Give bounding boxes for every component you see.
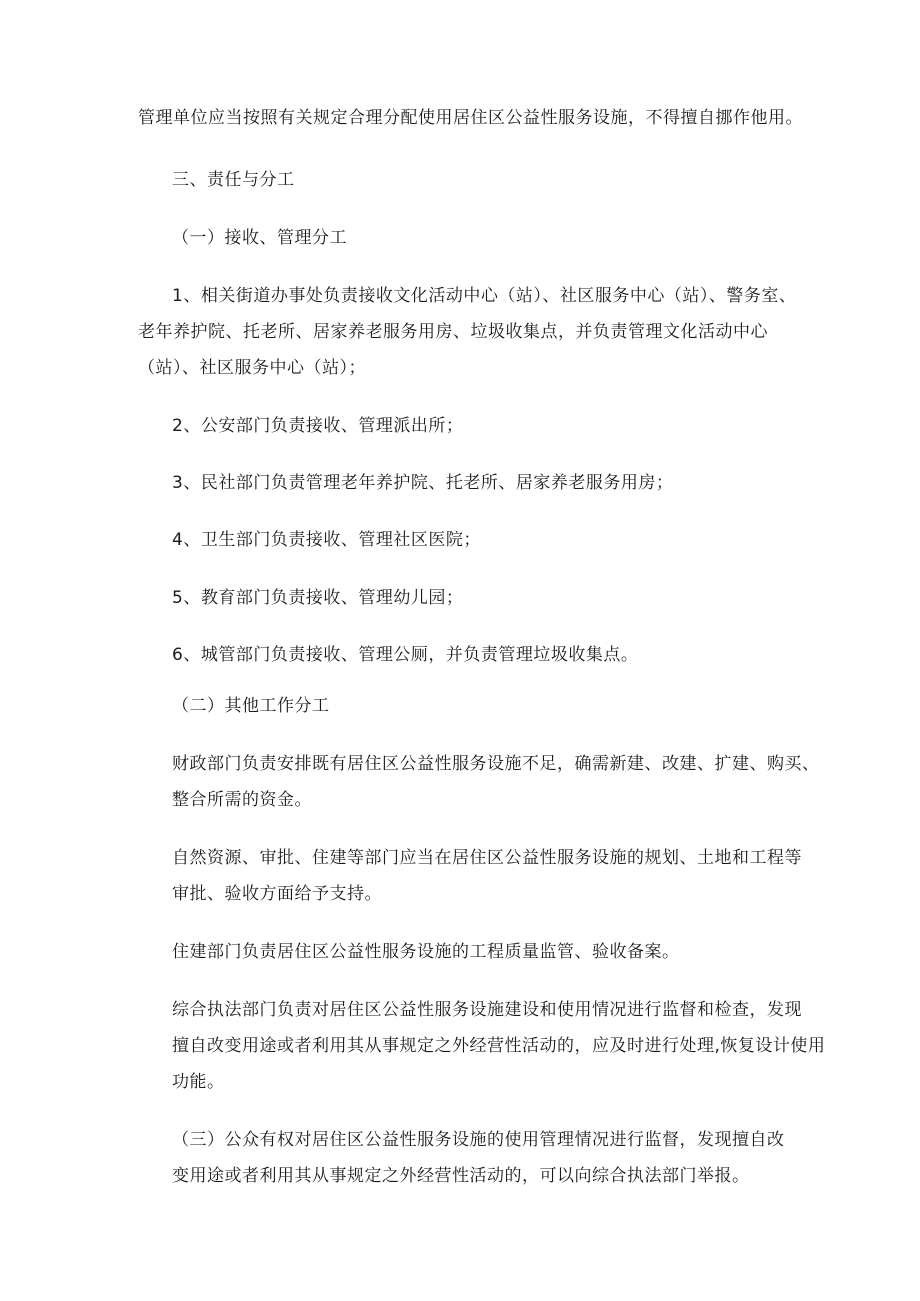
paragraph-line: 5、教育部门负责接收、管理幼儿园； <box>172 588 464 608</box>
paragraph-line: 2、公安部门负责接收、管理派出所； <box>172 416 464 436</box>
paragraph-line: 4、卫生部门负责接收、管理社区医院； <box>172 530 481 550</box>
paragraph-line: 变用途或者利用其从事规定之外经营性活动的，可以向综合执法部门举报。 <box>172 1166 750 1186</box>
paragraph-line: 审批、验收方面给予支持。 <box>172 884 382 904</box>
paragraph-line: 3、民社部门负责管理老年养护院、托老所、居家养老服务用房； <box>172 473 674 493</box>
paragraph-line: 住建部门负责居住区公益性服务设施的工程质量监管、验收备案。 <box>172 942 680 962</box>
paragraph-line: 综合执法部门负责对居住区公益性服务设施建设和使用情况进行监督和检查，发现 <box>172 1000 802 1020</box>
subsection-heading: （二）其他工作分工 <box>172 696 330 716</box>
section-heading: 三、责任与分工 <box>172 170 295 190</box>
paragraph-line: 自然资源、审批、住建等部门应当在居住区公益性服务设施的规划、土地和工程等 <box>172 848 802 868</box>
paragraph-line: 财政部门负责安排既有居住区公益性服务设施不足，确需新建、改建、扩建、购买、 <box>172 754 820 774</box>
paragraph-line: 管理单位应当按照有关规定合理分配使用居住区公益性服务设施，不得擅自挪作他用。 <box>138 108 803 128</box>
paragraph-line: 整合所需的资金。 <box>172 790 312 810</box>
subsection-heading: （一）接收、管理分工 <box>172 228 347 248</box>
paragraph-line: 6、城管部门负责接收、管理公厕，并负责管理垃圾收集点。 <box>172 645 639 665</box>
paragraph-line: 1、相关街道办事处负责接收文化活动中心（站）、社区服务中心（站）、警务室、 <box>172 286 797 306</box>
paragraph-line: （三）公众有权对居住区公益性服务设施的使用管理情况进行监督，发现擅自改 <box>172 1130 785 1150</box>
paragraph-line: 擅自改变用途或者利用其从事规定之外经营性活动的，应及时进行处理,恢复设计使用 <box>172 1036 826 1056</box>
paragraph-line: 老年养护院、托老所、居家养老服务用房、垃圾收集点，并负责管理文化活动中心 <box>138 322 768 342</box>
paragraph-line: 功能。 <box>172 1072 225 1092</box>
paragraph-line: （站）、社区服务中心（站）； <box>138 358 366 378</box>
